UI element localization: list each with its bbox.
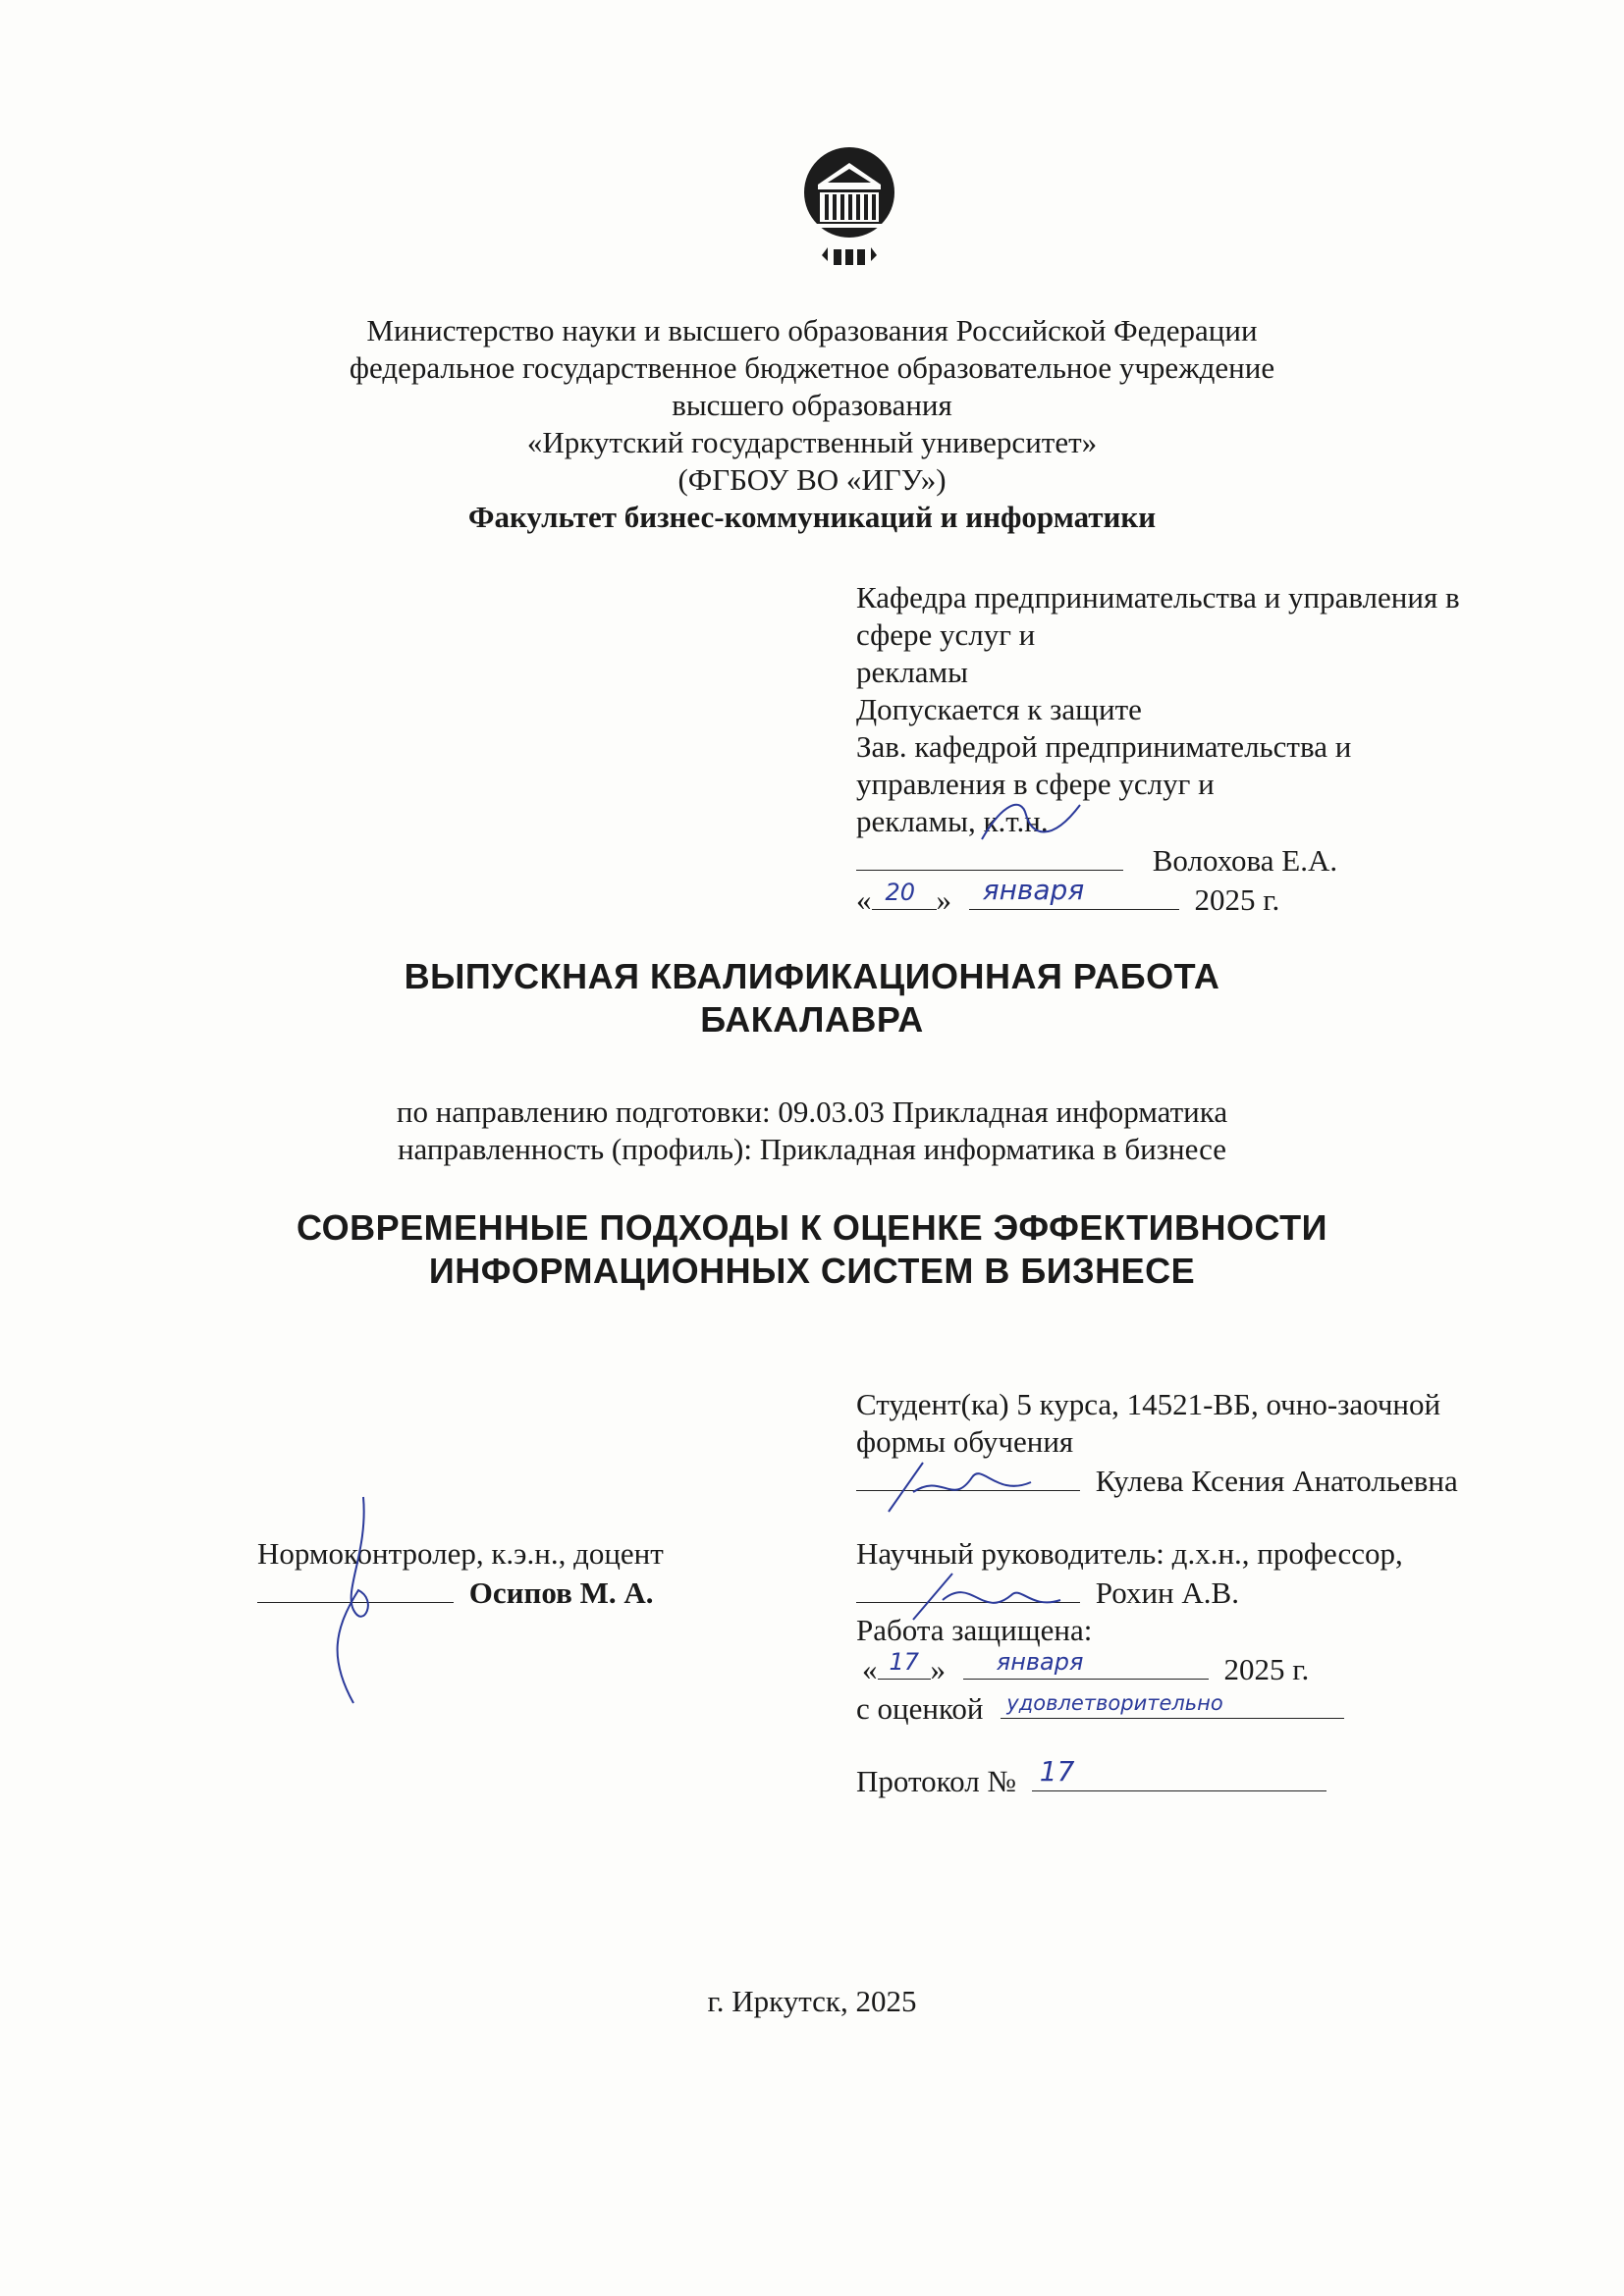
defense-handwritten-month: января [996,1648,1084,1676]
defense-handwritten-grade: удовлетворительно [1006,1691,1223,1715]
student-line2: формы обучения [856,1424,1074,1459]
head-name: Волохова Е.А. [1152,843,1338,878]
approval-handwritten-day: 20 [885,879,916,906]
approval-month-blank [969,874,1179,910]
defense-date-open-quote: « [862,1652,878,1686]
defense-grade-line [856,1688,1403,1728]
normcontrol-block [257,1535,664,1612]
defense-protocol-blank [1032,1755,1326,1791]
city-year: г. Иркутск, 2025 [707,1984,917,2018]
defense-grade-label: с оценкой [856,1691,984,1726]
direction-line: по направлению подготовки: 09.03.03 Прикладная информатика [396,1095,1228,1129]
approval-date-line [856,874,1460,919]
supervisor-label: Научный руководитель: д.х.н., профессор, [856,1536,1403,1571]
approval-line2: сфере услуг и [856,617,1036,652]
normcontrol-name: Осипов М. А. [468,1575,654,1610]
university-abbreviation: (ФГБОУ ВО «ИГУ») [677,462,947,497]
defense-month-blank [963,1649,1209,1680]
defense-protocol-label: Протокол № [856,1764,1016,1798]
defense-date-close-quote: » [930,1652,946,1686]
defense-day-blank [878,1649,931,1680]
supervisor-name: Рохин А.В. [1095,1575,1239,1610]
defense-date-line [856,1649,1403,1688]
approval-line7: рекламы, к.т.н. [856,804,1049,838]
approval-day-blank [872,880,937,910]
work-title-line2: БАКАЛАВРА [700,999,924,1040]
approval-block [856,579,1460,919]
approval-date-open-quote: « [856,882,872,917]
normcontrol-label: Нормоконтролер, к.э.н., доцент [257,1536,664,1571]
defense-label: Работа защищена: [856,1613,1093,1647]
approval-handwritten-month: января [982,874,1085,906]
approval-line6: управления в сфере услуг и [856,767,1215,801]
institution-type-line2: высшего образования [672,388,952,422]
topic-line1: СОВРЕМЕННЫЕ ПОДХОДЫ К ОЦЕНКЕ ЭФФЕКТИВНОСТИ [296,1207,1328,1248]
defense-grade-blank [1001,1688,1344,1719]
defense-handwritten-day: 17 [889,1648,920,1676]
approval-line1: Кафедра предпринимательства и управления в [856,580,1460,614]
normcontrol-signature-scribble [324,1492,403,1708]
student-line1: Студент(ка) 5 курса, 14521-ВБ, очно-заочной [856,1387,1441,1421]
topic-line2: ИНФОРМАЦИОННЫХ СИСТЕМ В БИЗНЕСЕ [428,1251,1196,1291]
university-name: «Иркутский государственный университет» [526,425,1098,459]
defense-year: 2025 г. [1223,1652,1310,1686]
head-signature-line [856,840,1460,880]
supervisor-signature-scribble [903,1566,1070,1634]
student-name: Кулева Ксения Анатольевна [1095,1464,1458,1498]
student-signature-scribble [884,1453,1041,1522]
approval-line5: Зав. кафедрой предпринимательства и [856,729,1352,764]
head-signature-scribble [972,785,1090,854]
institution-type-line1: федеральное государственное бюджетное образовательное учреждение [349,350,1275,385]
faculty-name: Факультет бизнес-коммуникаций и информатики [467,500,1157,534]
profile-line: направленность (профиль): Прикладная информатика в бизнесе [397,1132,1227,1166]
ministry-line: Министерство науки и высшего образования Российской Федерации [366,313,1258,347]
approval-line4: Допускается к защите [856,692,1142,726]
approval-year: 2025 г. [1194,882,1280,917]
normcontrol-signature-line [257,1573,664,1612]
work-title-line1: ВЫПУСКНАЯ КВАЛИФИКАЦИОННАЯ РАБОТА [404,956,1220,996]
approval-date-close-quote: » [936,882,951,917]
defense-protocol-line [856,1755,1403,1800]
approval-line3: рекламы [856,655,968,689]
defense-handwritten-protocol: 17 [1039,1755,1075,1788]
university-logo [800,145,898,275]
